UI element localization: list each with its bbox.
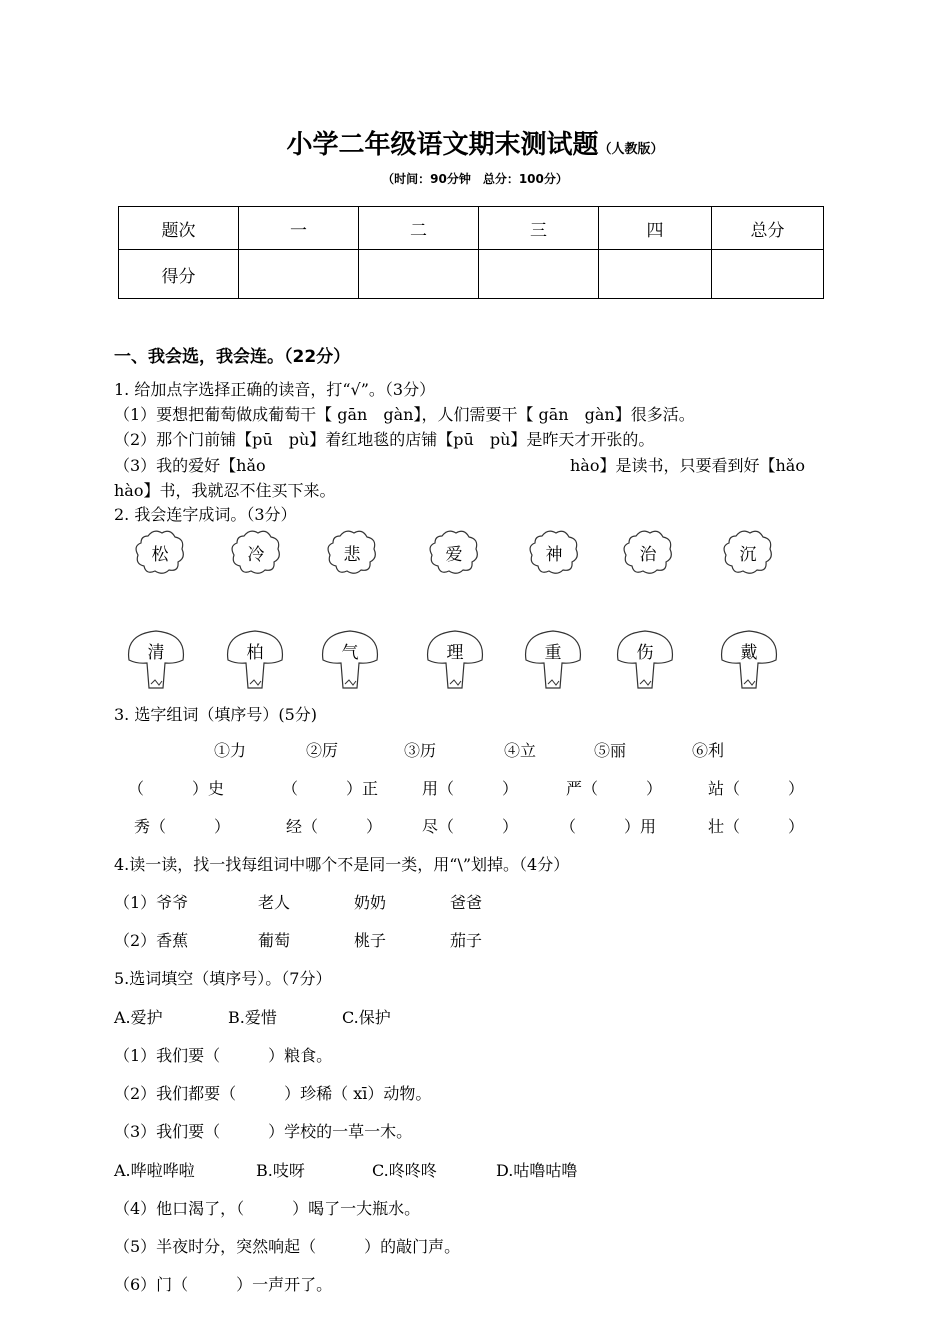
mushroom-card[interactable]	[224, 626, 286, 692]
mushroom-card[interactable]	[614, 626, 676, 692]
q4-word[interactable]: 奶奶	[354, 893, 387, 912]
score-cell: 二	[359, 207, 479, 250]
cloud-card[interactable]	[230, 528, 282, 576]
mushroom-card[interactable]	[424, 626, 486, 692]
q3-blank[interactable]: 用（ ）	[422, 779, 519, 798]
q5-option: D.咕噜咕噜	[496, 1161, 578, 1180]
score-input-cell[interactable]	[239, 250, 359, 299]
q5-option: C.保护	[342, 1008, 391, 1027]
q5-sentence[interactable]: （6）门（ ）一声开了。	[114, 1275, 333, 1294]
question-1-line-1: （1）要想把葡萄做成葡萄干【 gān gàn】，人们需要干【 gān gàn】很多活。	[114, 405, 695, 424]
score-input-cell[interactable]	[599, 250, 712, 299]
cloud-char: 爱	[445, 545, 463, 565]
q5-sentence[interactable]: （5）半夜时分，突然响起（ ）的敲门声。	[114, 1237, 461, 1256]
cloud-card[interactable]	[326, 528, 378, 576]
cloud-char: 松	[151, 545, 169, 565]
score-input-cell[interactable]	[479, 250, 599, 299]
cloud-card[interactable]	[428, 528, 480, 576]
score-cell: 一	[239, 207, 359, 250]
mushroom-char: 戴	[740, 643, 758, 663]
mushroom-card[interactable]	[718, 626, 780, 692]
score-row-label: 得分	[119, 250, 239, 299]
q5-sentence[interactable]: （3）我们要（ ）学校的一草一木。	[114, 1122, 413, 1141]
mushroom-char: 伤	[636, 643, 654, 663]
score-input-cell[interactable]	[712, 250, 824, 299]
q3-blank[interactable]: 秀（ ）	[134, 817, 231, 836]
q3-option: ①力	[214, 741, 247, 760]
q5-sentence[interactable]: （1）我们要（ ）粮食。	[114, 1046, 333, 1065]
q4-word[interactable]: （2）香蕉	[114, 931, 189, 950]
question-3-prompt: 3. 选字组词（填序号）(5分)	[114, 705, 318, 724]
q5-option: C.咚咚咚	[372, 1161, 437, 1180]
q4-word[interactable]: 桃子	[354, 931, 387, 950]
cloud-card[interactable]	[528, 528, 580, 576]
mushroom-card[interactable]	[319, 626, 381, 692]
q3-blank[interactable]: 站（ ）	[708, 779, 805, 798]
q3-option: ②厉	[306, 741, 339, 760]
cloud-card[interactable]	[622, 528, 674, 576]
q4-word[interactable]: （1）爷爷	[114, 893, 189, 912]
q3-blank[interactable]: （ ）史	[128, 779, 225, 798]
q3-blank[interactable]: 严（ ）	[566, 779, 663, 798]
question-2-prompt: 2. 我会连字成词。（3分）	[114, 505, 297, 524]
mushroom-card[interactable]	[522, 626, 584, 692]
score-cell: 总分	[712, 207, 824, 250]
q3-blank[interactable]: 壮（ ）	[708, 817, 805, 836]
q4-word[interactable]: 茄子	[450, 931, 483, 950]
q3-option: ⑤丽	[594, 741, 627, 760]
mushroom-char: 理	[446, 643, 464, 663]
mushroom-char: 柏	[246, 643, 264, 663]
q4-word[interactable]: 爸爸	[450, 893, 483, 912]
q3-option: ⑥利	[692, 741, 725, 760]
cloud-char: 悲	[343, 545, 361, 565]
cloud-card[interactable]	[722, 528, 774, 576]
score-table-score-row	[119, 250, 824, 299]
page-title: 小学二年级语文期末测试题（人教版）	[286, 130, 664, 160]
question-1-line-3b: hào】是读书，只要看到好【hǎo	[570, 456, 805, 475]
cloud-char: 治	[639, 545, 657, 565]
q3-option: ③历	[404, 741, 437, 760]
question-5-prompt: 5.选词填空（填序号）。（7分）	[114, 969, 332, 988]
edition-label: （人教版）	[598, 142, 664, 157]
score-input-cell[interactable]	[359, 250, 479, 299]
question-1-line-3a: （3）我的爱好【hǎo	[114, 456, 266, 475]
mushroom-card[interactable]	[125, 626, 187, 692]
mushroom-char: 清	[147, 643, 165, 663]
question-1-line-2: （2）那个门前铺【pū pù】着红地毯的店铺【pū pù】是昨天才开张的。	[114, 430, 655, 449]
score-table	[118, 206, 824, 299]
score-cell: 三	[479, 207, 599, 250]
score-cell: 四	[599, 207, 712, 250]
question-4-prompt: 4.读一读，找一找每组词中哪个不是同一类，用“\”划掉。（4分）	[114, 855, 570, 874]
cloud-card[interactable]	[134, 528, 186, 576]
q5-option: B.爱惜	[228, 1008, 277, 1027]
q3-blank[interactable]: （ ）用	[560, 817, 657, 836]
question-1-line-3c: hào】书，我就忍不住买下来。	[114, 481, 336, 500]
q3-blank[interactable]: （ ）正	[282, 779, 379, 798]
cloud-char: 沉	[739, 545, 757, 565]
q3-blank[interactable]: 尽（ ）	[422, 817, 519, 836]
cloud-char: 冷	[247, 545, 265, 565]
q3-blank[interactable]: 经（ ）	[286, 817, 383, 836]
question-1-prompt: 1. 给加点字选择正确的读音，打“√”。（3分）	[114, 380, 436, 399]
q5-sentence[interactable]: （2）我们都要（ ）珍稀（ xī）动物。	[114, 1084, 432, 1103]
q4-word[interactable]: 葡萄	[258, 931, 291, 950]
cloud-char: 神	[545, 545, 563, 565]
q4-word[interactable]: 老人	[258, 893, 291, 912]
mushroom-char: 气	[341, 643, 359, 663]
q3-option: ④立	[504, 741, 537, 760]
exam-info: （时间：90分钟 总分：100分）	[382, 172, 568, 186]
score-cell: 题次	[119, 207, 239, 250]
q5-option: B.吱呀	[256, 1161, 305, 1180]
q5-option: A.爱护	[114, 1008, 163, 1027]
mushroom-char: 重	[544, 643, 562, 663]
score-table-header-row	[119, 207, 824, 250]
section-heading: 一、我会选，我会连。（22分）	[114, 347, 351, 367]
q5-option: A.哗啦哗啦	[114, 1161, 195, 1180]
q5-sentence[interactable]: （4）他口渴了，（ ）喝了一大瓶水。	[114, 1199, 421, 1218]
